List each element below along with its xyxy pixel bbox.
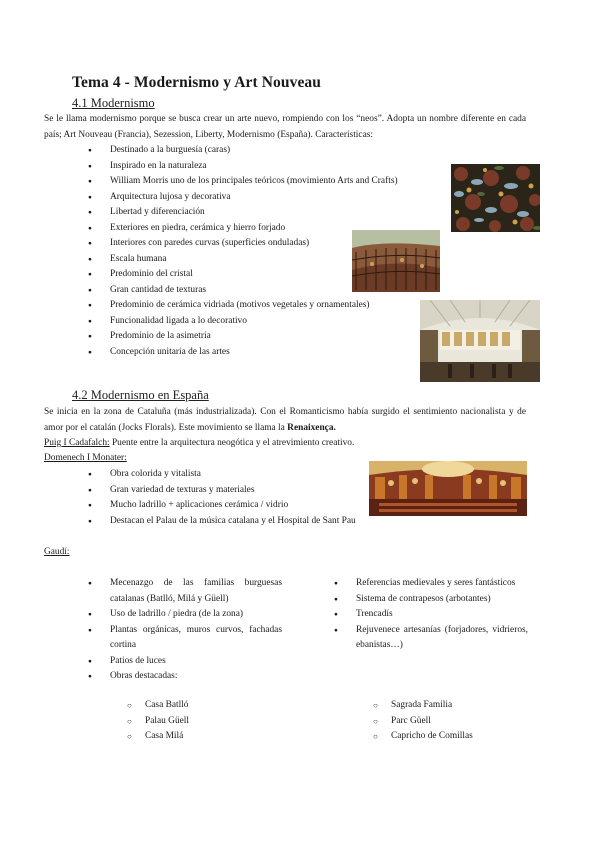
espana-intro [44,405,526,436]
list-item: ○ Sagrada Familia [373,698,533,714]
list-item: ● Mucho ladrillo + aplicaciones cerámica / vidrio [88,498,366,514]
list-item: ○ Parc Güell [373,714,533,730]
list-item: ● Sistema de contrapesos (arbotantes) [334,592,528,608]
list-item: ● Destinado a la burguesía (caras) [88,143,446,159]
list-item: ● William Morris uno de los principales teóricos (movimiento Arts and Crafts) [88,174,446,190]
list-item: ● Gran cantidad de texturas [88,283,446,299]
puig-line [44,436,526,452]
list-item: ● Referencias medievales y seres fantásticos [334,576,528,592]
works-list-left [127,698,277,745]
domenech-list [88,467,366,529]
gaudi-label: Gaudí: [44,547,70,557]
espana-intro-text: Se inicia en la zona de Cataluña (más industrializada). Con el Romanticismo había surgido el sentimiento nacionalista y de amor por el catalán (Jocks Florals). Este movimiento se llama la [44,407,526,433]
list-item: ● Plantas orgánicas, muros curvos, fachadas cortina [88,623,282,654]
list-item: ● Funcionalidad ligada a lo decorativo [88,314,446,330]
list-item: ● Patios de luces [88,654,282,670]
list-item: ● Arquitectura lujosa y decorativa [88,190,446,206]
list-item: ● Destacan el Palau de la música catalana y el Hospital de Sant Pau [88,514,366,530]
page-title: Tema 4 - Modernismo y Art Nouveau [72,74,321,91]
list-item: ● Predominio de cerámica vidriada (motivos vegetales y ornamentales) [88,298,446,314]
list-item: ○ Casa Milá [127,729,277,745]
list-item: ● Interiores con paredes curvas (superficies onduladas) [88,236,446,252]
glass-interior-image [420,300,540,382]
works-list-right [373,698,533,745]
list-item: ● Obras destacadas: [88,669,282,685]
list-item: ● Gran variedad de texturas y materiales [88,483,366,499]
section-heading-espana: 4.2 Modernismo en España [72,388,209,402]
list-item: ● Predominio de la asimetría [88,329,446,345]
gaudi-list-right [334,576,528,654]
list-item: ● Rejuvenece artesanías (forjadores, vidrieros, ebanistas…) [334,623,528,654]
list-item: ○ Capricho de Comillas [373,729,533,745]
section-heading-modernismo: 4.1 Modernismo [72,96,155,110]
renaixenca-term: Renaixença. [287,422,336,433]
list-item: ● Uso de ladrillo / piedra (de la zona) [88,607,282,623]
list-item: ● Exteriores en piedra, cerámica y hierro forjado [88,221,446,237]
domenech-label: Domenech I Monater: [44,453,127,463]
morris-pattern-image [451,164,540,232]
gaudi-list-left [88,576,282,685]
puig-text: Puente entre la arquitectura neogótica y el atrevimiento creativo. [109,438,355,448]
palau-musica-image [369,461,527,516]
exterior-ironwork-image [352,230,440,292]
list-item: ● Mecenazgo de las familias burguesas catalanas (Batlló, Milá y Güell) [88,576,282,607]
list-item: ○ Palau Güell [127,714,277,730]
list-item: ● Inspirado en la naturaleza [88,159,446,175]
list-item: ● Escala humana [88,252,446,268]
puig-label: Puig I Cadafalch: [44,438,110,448]
list-item: ● Trencadís [334,607,528,623]
list-item: ○ Casa Batlló [127,698,277,714]
list-item: ● Predominio del cristal [88,267,446,283]
list-item: ● Concepción unitaria de las artes [88,345,446,361]
list-item: ● Libertad y diferenciación [88,205,446,221]
list-item: ● Obra colorida y vitalista [88,467,366,483]
modernismo-intro: Se le llama modernismo porque se busca crear un arte nuevo, rompiendo con los “neos”. Adopta un nombre diferente en cada país; Art Nouveau (Francia), Sezession, Liberty, Modernismo (España). Características: [44,114,526,140]
